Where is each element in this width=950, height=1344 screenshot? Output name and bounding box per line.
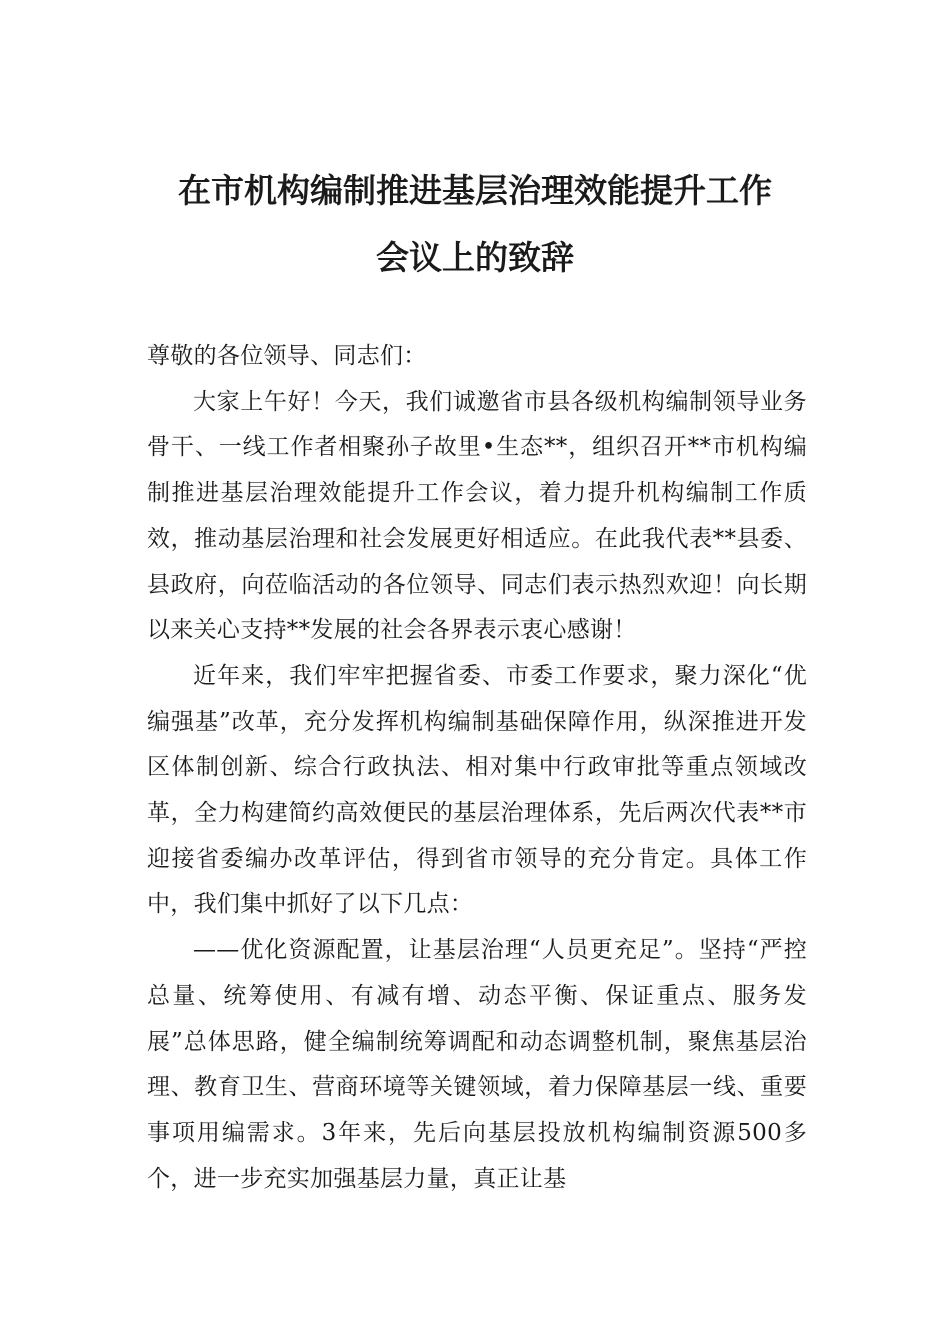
- paragraph-greeting: 大家上午好！今天，我们诚邀省市县各级机构编制领导业务骨干、一线工作者相聚孙子故里•生态**，组织召开**市机构编制推进基层治理效能提升工作会议，着力提升机构编制工作质效，推动基层治理和社会发展更好相适应。在此我代表**县委、县政府，向莅临活动的各位领导、同志们表示热烈欢迎！向长期以来关心支持**发展的社会各界表示衷心感谢！: [147, 388, 807, 644]
- paragraph-resource-allocation: ——优化资源配置，让基层治理“人员更充足”。坚持“严控总量、统筹使用、有减有增、动态平衡、保证重点、服务发展”总体思路，健全编制统筹调配和动态调整机制，聚焦基层治理、教育卫生、营商环境等关键领域，着力保障基层一线、重要事项用编需求。3年来，先后向基层投放机构编制资源500多个，进一步充实加强基层力量，真正让基: [147, 937, 807, 1192]
- salutation: 尊敬的各位领导、同志们：: [147, 343, 427, 369]
- document-title-line-2: 会议上的致辞: [376, 238, 574, 277]
- document-body: [147, 334, 807, 1202]
- paragraph-achievements: 近年来，我们牢牢把握省委、市委工作要求，聚力深化“优编强基”改革，充分发挥机构编制基础保障作用，纵深推进开发区体制创新、综合行政执法、相对集中行政审批等重点领域改革，全力构建简约高效便民的基层治理体系，先后两次代表**市迎接省委编办改革评估，得到省市领导的充分肯定。具体工作中，我们集中抓好了以下几点：: [147, 662, 807, 918]
- document-title-line-1: 在市机构编制推进基层治理效能提升工作: [178, 171, 772, 210]
